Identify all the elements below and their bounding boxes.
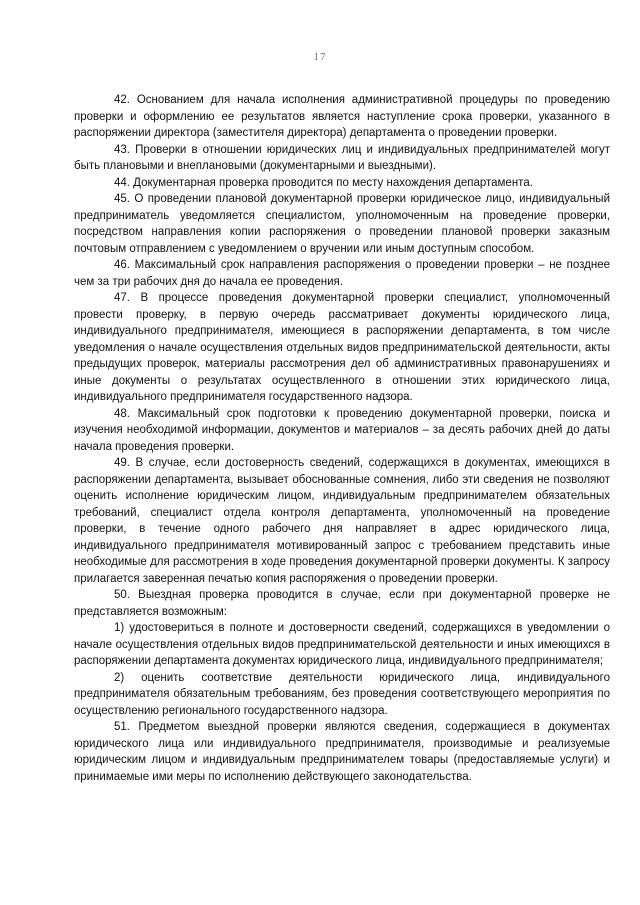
- paragraph-51: 51. Предметом выездной проверки являются сведения, содержащиеся в документах юридического лица или индивидуального предпринимателя, производимые и реализуемые юридическим лицом и индивидуальным предпринимателем товары (предоставляемые услуги) и принимаемые ими меры по исполнению действующего законодательства.: [74, 721, 610, 783]
- paragraph-44: 44. Документарная проверка проводится по месту нахождения департамента.: [114, 176, 533, 189]
- document-body: [74, 92, 610, 785]
- page-number: 17: [313, 51, 327, 63]
- paragraph-49: 49. В случае, если достоверность сведений, содержащихся в документах, имеющихся в распоряжении департамента, вызывает обоснованные сомнения, либо эти сведения не позволяют оценить исполнение юридическим лицом, индивидуальным предпринимателем обязательных требований, специалист отдела контроля департамента, уполномоченный на проведение проверки, в течение одного рабочего дня направляет в адрес юридического лица, индивидуального предпринимателя мотивированный запрос с требованием представить иные необходимые для рассмотрения в ходе проведения документарной проверки документы. К запросу прилагается заверенная печатью копия распоряжения о проведении проверки.: [74, 457, 610, 585]
- paragraph-43: 43. Проверки в отношении юридических лиц и индивидуальных предпринимателей могут быть плановыми и внеплановыми (документарными и выездными).: [74, 143, 610, 172]
- paragraph-48: 48. Максимальный срок подготовки к проведению документарной проверки, поиска и изучения необходимой информации, документов и материалов – за десять рабочих дней до даты начала проведения проверки.: [74, 407, 610, 453]
- paragraph-45: 45. О проведении плановой документарной проверки юридическое лицо, индивидуальный предприниматель уведомляется специалистом, уполномоченным на проведение проверки, посредством направления копии распоряжения о проведении плановой проверки заказным почтовым отправлением с уведомлением о вручении или иным доступным способом.: [74, 193, 610, 255]
- paragraph-50-item-2: 2) оценить соответствие деятельности юридического лица, индивидуального предпринимателя обязательным требованиям, без проведения соответствующего мероприятия по осуществлению регионального государственного надзора.: [74, 671, 610, 717]
- paragraph-47: 47. В процессе проведения документарной проверки специалист, уполномоченный провести проверку, в первую очередь рассматривает документы юридического лица, индивидуального предпринимателя, имеющиеся в распоряжении департамента, в том числе уведомления о начале осуществления отдельных видов предпринимательской деятельности, акты предыдущих проверок, материалы рассмотрения дел об административных правонарушениях и иные документы о результатах осуществленного в отношении этих юридического лица, индивидуального предпринимателя государственного надзора.: [74, 292, 610, 403]
- paragraph-50-item-1: 1) удостовериться в полноте и достоверности сведений, содержащихся в уведомлении о начале осуществления отдельных видов предпринимательской деятельности и иных имеющихся в распоряжении департамента документах юридического лица, индивидуального предпринимателя;: [74, 622, 610, 667]
- paragraph-42: 42. Основанием для начала исполнения административной процедуры по проведению проверки и оформлению ее результатов является наступление срока проверки, указанного в распоряжении директора (заместителя директора) департамента о проведении проверки.: [74, 94, 610, 139]
- paragraph-46: 46. Максимальный срок направления распоряжения о проведении проверки – не позднее чем за три рабочих дня до начала ее проведения.: [74, 259, 610, 288]
- paragraph-50: 50. Выездная проверка проводится в случае, если при документарной проверке не представляется возможным:: [74, 589, 610, 618]
